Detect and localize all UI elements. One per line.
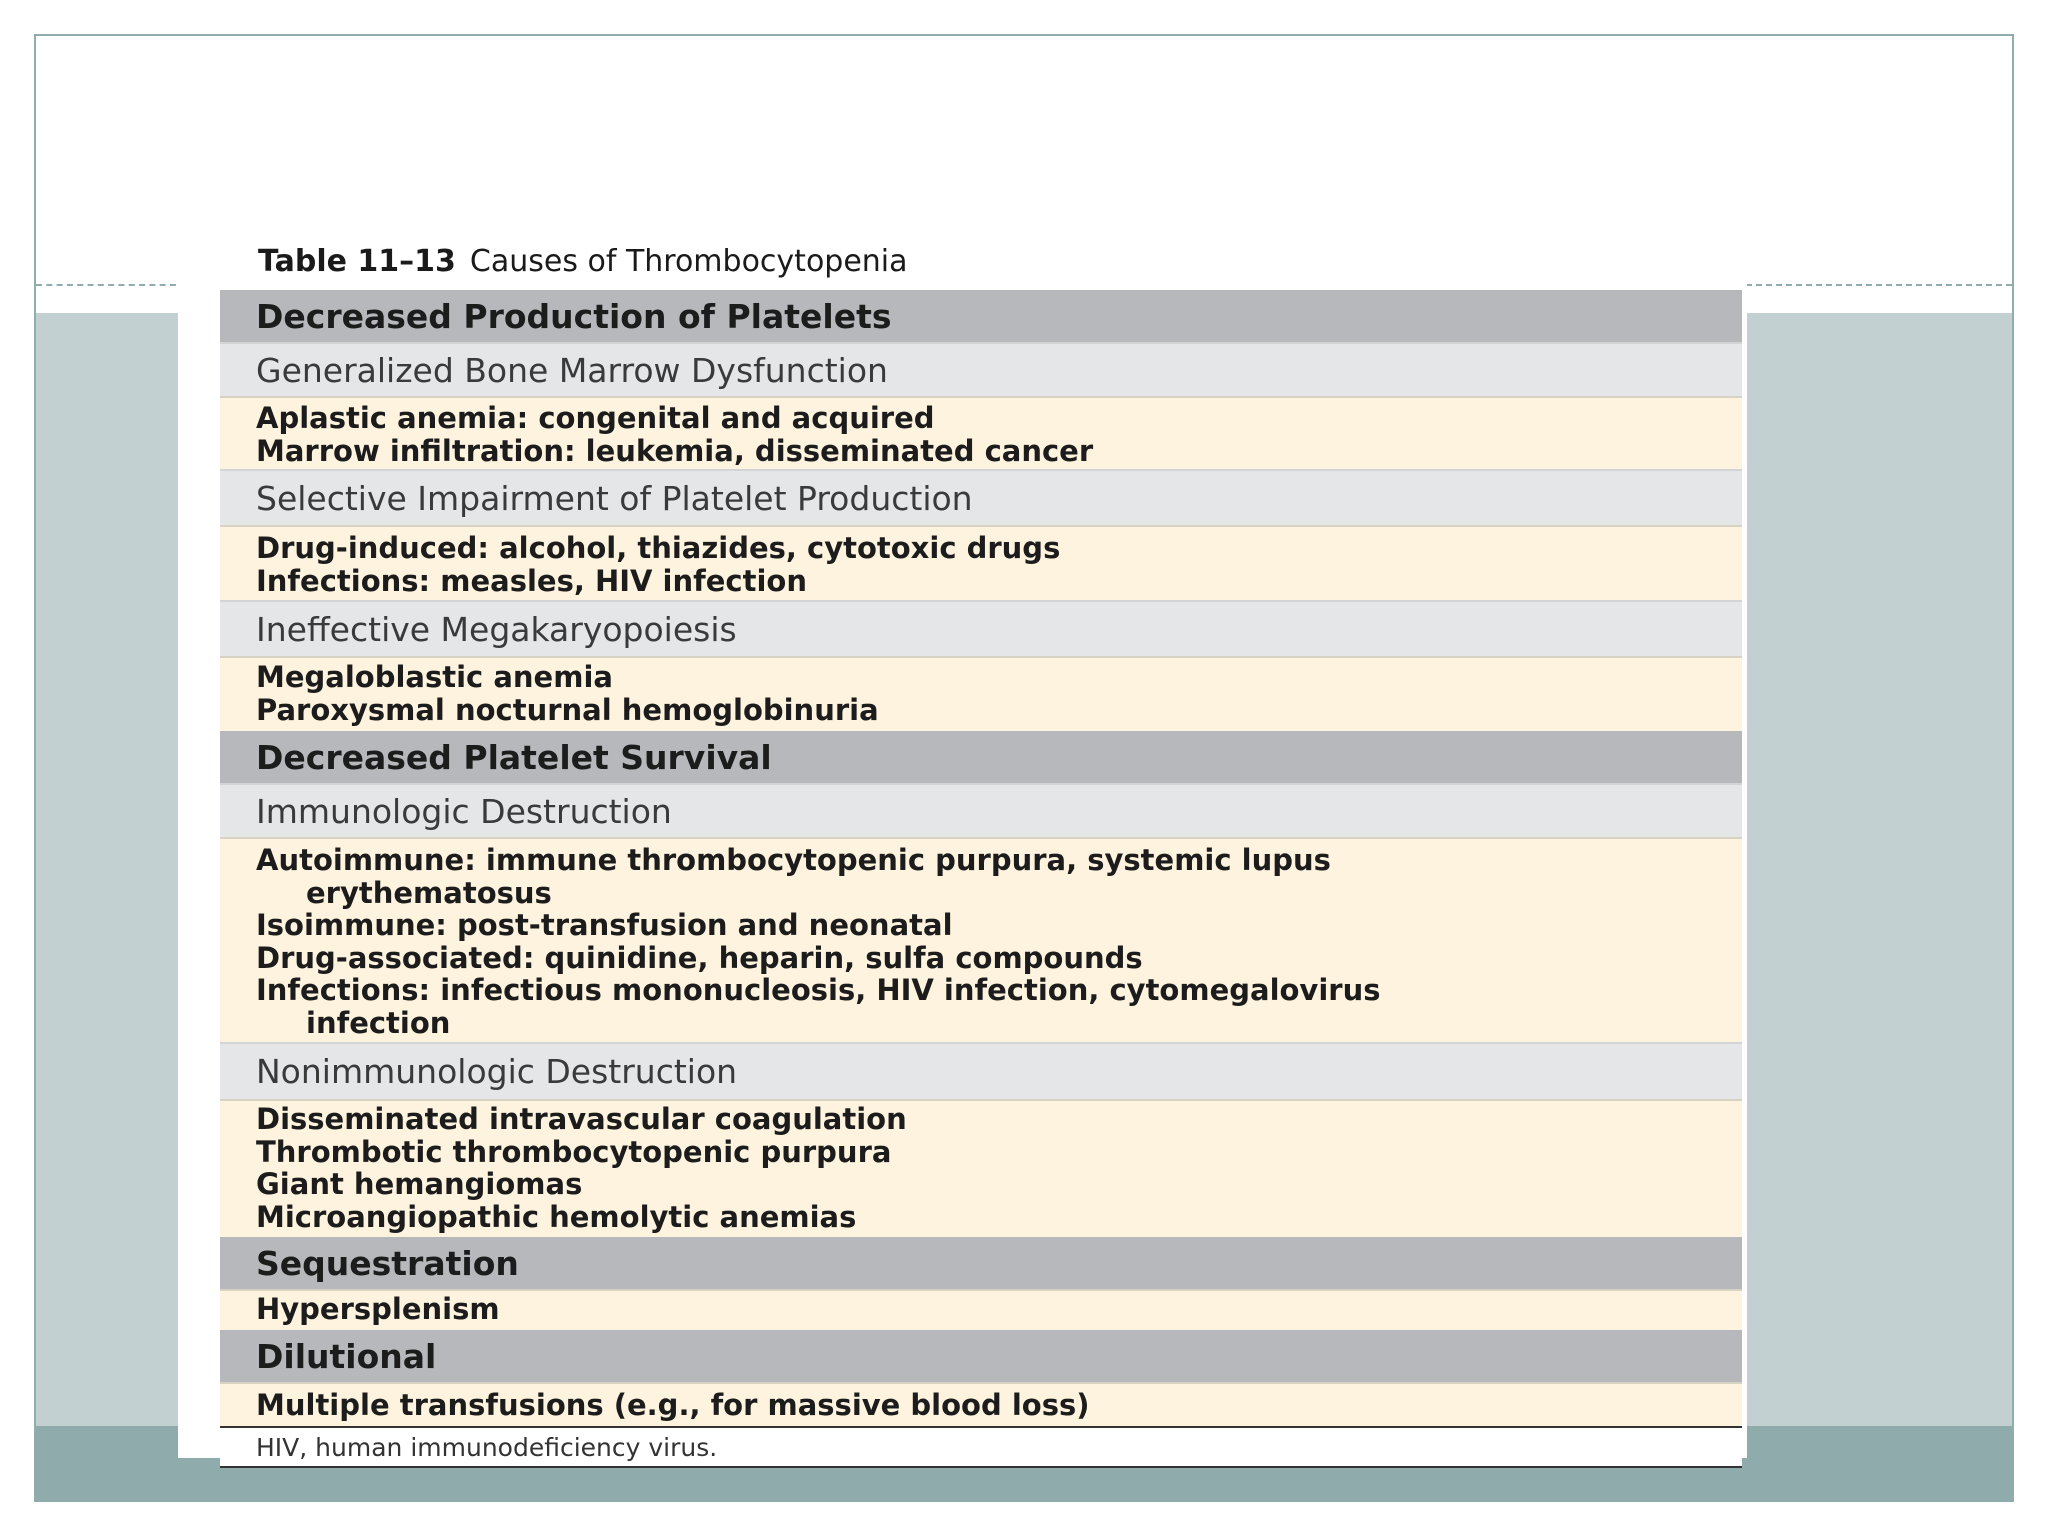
list-item: Disseminated intravascular coagulation (256, 1102, 907, 1136)
items-cell (220, 656, 1742, 731)
table-footnote: HIV, human immunodeficiency virus. (220, 1426, 1742, 1468)
causes-table (220, 290, 1742, 1468)
table-image (178, 226, 1747, 1462)
divider-right (1746, 284, 2012, 286)
items-cell (220, 396, 1742, 469)
table-caption (258, 244, 908, 279)
list-item-continuation: erythematosus (306, 875, 552, 910)
category-row: Decreased Platelet Survival (220, 731, 1742, 783)
list-item: Paroxysmal nocturnal hemoglobinuria (256, 692, 879, 727)
list-item: Autoimmune: immune thrombocytopenic purpura, systemic lupus (256, 843, 1331, 877)
list-item: Infections: infectious mononucleosis, HIV infection, cytomegalovirus (256, 973, 1381, 1007)
subheading-row: Ineffective Megakaryopoiesis (220, 600, 1742, 656)
list-item: Megaloblastic anemia (256, 660, 613, 694)
list-item: Drug-associated: quinidine, heparin, sulfa compounds (256, 940, 1143, 975)
table-title: Causes of Thrombocytopenia (469, 244, 908, 279)
items-cell (220, 1099, 1742, 1237)
items-cell (220, 837, 1742, 1042)
list-item: Microangiopathic hemolytic anemias (256, 1199, 857, 1234)
list-item: Isoimmune: post-transfusion and neonatal (256, 908, 953, 942)
divider-left (36, 284, 176, 286)
slide (34, 34, 2014, 1502)
subheading-row: Nonimmunologic Destruction (220, 1042, 1742, 1099)
list-item: Drug-induced: alcohol, thiazides, cytotoxic drugs (256, 531, 1061, 565)
list-item-continuation: infection (306, 1005, 451, 1040)
category-row: Decreased Production of Platelets (220, 290, 1742, 342)
list-item: Infections: measles, HIV infection (256, 563, 807, 598)
table-label: Table 11–13 (258, 244, 456, 279)
list-item: Aplastic anemia: congenital and acquired (256, 401, 935, 435)
category-row: Sequestration (220, 1237, 1742, 1289)
subheading-row: Immunologic Destruction (220, 783, 1742, 837)
list-item: Hypersplenism (256, 1292, 500, 1326)
list-item: Giant hemangiomas (256, 1167, 583, 1201)
items-cell (220, 1289, 1742, 1330)
subheading-row: Generalized Bone Marrow Dysfunction (220, 342, 1742, 396)
list-item: Thrombotic thrombocytopenic purpura (256, 1134, 892, 1169)
list-item: Marrow infiltration: leukemia, disseminated cancer (256, 433, 1094, 468)
items-cell (220, 525, 1742, 600)
items-cell (220, 1382, 1742, 1426)
list-item: Multiple transfusions (e.g., for massive blood loss) (256, 1388, 1090, 1422)
category-row: Dilutional (220, 1330, 1742, 1382)
subheading-row: Selective Impairment of Platelet Production (220, 469, 1742, 525)
